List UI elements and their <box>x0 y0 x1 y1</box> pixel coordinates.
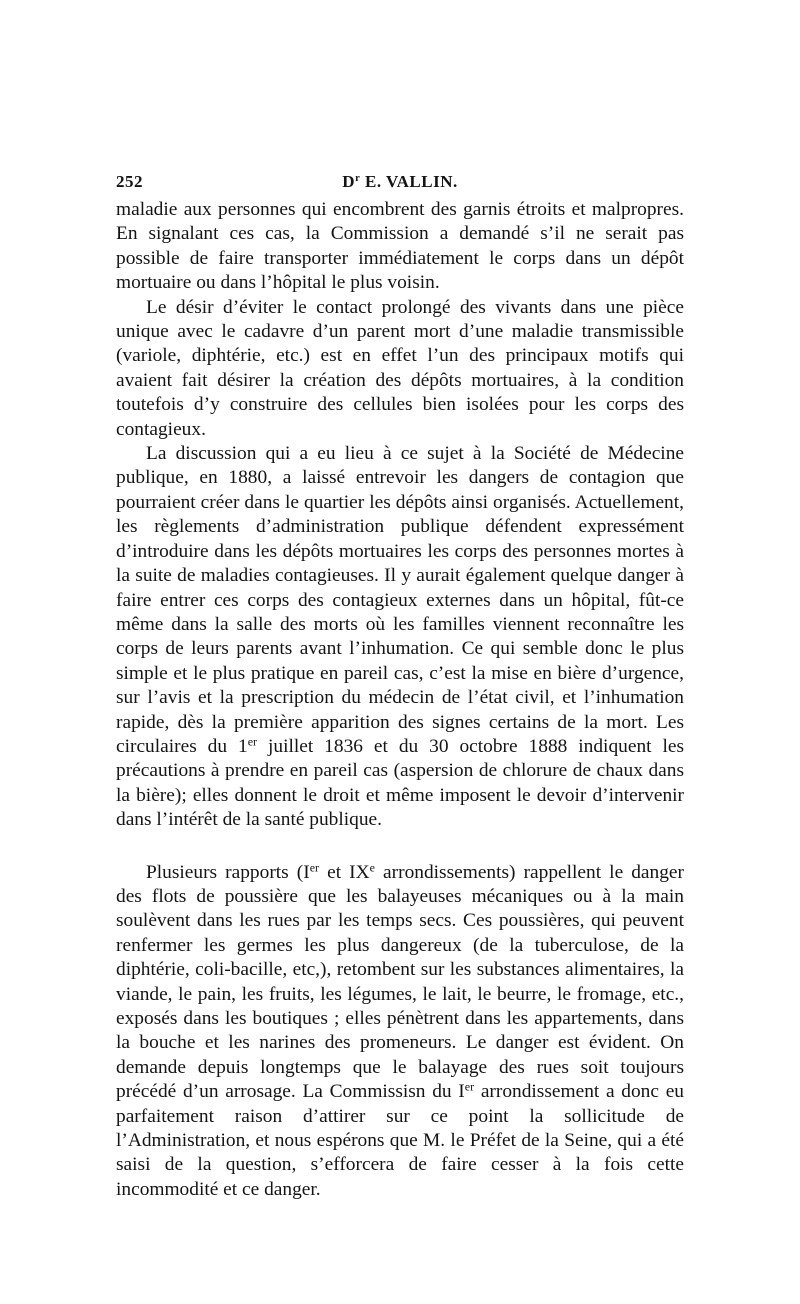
paragraph-1: maladie aux personnes qui encombrent des garnis étroits et malpropres. En signalant ces cas, la Commission a demandé s’il ne serait pas possible de faire transporter immédiatement le corps dans un dépôt mortuaire ou dans l’hôpital le plus voisin. <box>116 199 684 294</box>
section-gap <box>116 833 684 861</box>
paragraph-3-sup: er <box>247 734 258 749</box>
paragraph-4-sup-3: er <box>464 1079 475 1094</box>
paragraph-4-text-d: arrondissement a donc eu parfaitement raison d’attirer sur ce point la sollicitude de l’Administration, et nous espérons que M. le Préfet de la Seine, qui a été saisi de la question, s’efforcera de faire cesser à la fois cette incommodité et ce danger. <box>116 1081 684 1200</box>
book-page <box>116 172 684 1202</box>
paragraph-3 <box>116 442 684 833</box>
paragraph-4-text-b: et IX <box>319 861 370 883</box>
paragraph-4 <box>116 861 684 1203</box>
author-prefix-sup: r <box>355 173 361 185</box>
running-head <box>116 172 684 198</box>
author-name: E. VALLIN. <box>360 172 458 191</box>
page-number: 252 <box>116 172 143 191</box>
paragraph-3-text-end: juillet 1836 et du 30 octobre 1888 indiquent les précautions à prendre en pareil cas (aspersion de chlorure de chaux dans la bière); elles donnent le droit et même imposent le devoir d’intervenir dans l’intérêt de la santé publique. <box>116 735 685 831</box>
paragraph-4-sup-2: e <box>369 859 375 874</box>
paragraph-4-text-a: Plusieurs rapports (I <box>146 861 310 883</box>
paragraph-2: Le désir d’éviter le contact prolongé des vivants dans une pièce unique avec le cadavre d’un parent mort d’une maladie transmissible (variole, diphtérie, etc.) est en effet l’un des principaux motifs qui avaient fait désirer la création des dépôts mortuaires, à la condition toutefois d’y construire des cellules bien isolées pour les corps des contagieux. <box>116 296 684 440</box>
paragraph-3-text-start: La discussion qui a eu lieu à ce sujet à la Société de Médecine publique, en 1880, a laissé entrevoir les dangers de contagion que pourraient créer dans le quartier les dépôts ainsi organisés. Actuellement, les règlements d’administration publique défendent expressément d’introduire dans les dépôts mortuaires les corps des personnes mortes à la suite de maladies contagieuses. Il y aurait également quelque danger à faire entrer ces corps des contagieux externes dans un hôpital, fût-ce même dans la salle des morts où les familles viennent reconnaître les corps de leurs parents avant l’inhumation. Ce qui semble donc le plus simple et le plus pratique en pareil cas, c’est la mise en bière d’urgence, sur l’avis et la prescription du médecin de l’état civil, et l’inhumation rapide, dès la première apparition des signes certains de la mort. Les circulaires du 1 <box>116 443 684 757</box>
page-header-author <box>116 172 684 192</box>
paragraph-4-text-c: arrondissements) rappellent le danger des flots de poussière que les balayeuses mécaniques ou à la main soulèvent dans les rues par les temps secs. Ces poussières, qui peuvent renfermer les germes les plus dangereux (de la tuberculose, de la diphtérie, coli-bacille, etc,), retombent sur les substances alimentaires, la viande, le pain, les fruits, les légumes, le lait, le beurre, le fromage, etc., exposés dans les boutiques ; elles pénètrent dans les appartements, dans la bouche et les narines des promeneurs. Le danger est évident. On demande depuis longtemps que le balayage des rues soit toujours précédé d’un arrosage. La Commissisn du I <box>116 861 684 1103</box>
author-prefix: D <box>342 172 356 191</box>
paragraph-4-sup-1: er <box>309 859 320 874</box>
